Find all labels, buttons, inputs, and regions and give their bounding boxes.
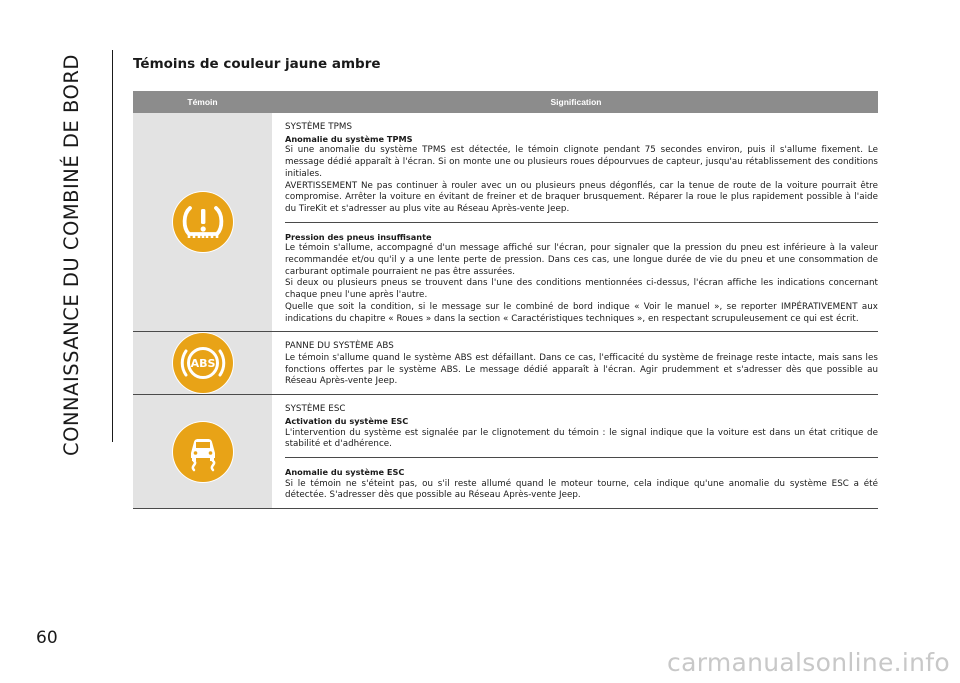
tpms-anomaly-block bbox=[285, 113, 878, 222]
tpms-pressure-block bbox=[285, 222, 878, 332]
watermark: carmanualsonline.info bbox=[667, 648, 950, 677]
header-temoin: Témoin bbox=[187, 97, 218, 107]
tpms-pressure-text: Le témoin s'allume, accompagné d'un message affiché sur l'écran, pour signaler que la pression du pneu est inférieure à la valeur recommandée et/ou qu'il y a une lente perte de pression. Dans ces cas, une longue durée de vie du pneu et une consommation de carburant optimale pourraient ne pas être assurées. bbox=[285, 243, 878, 277]
esc-anomaly-block bbox=[285, 457, 878, 508]
table-row-tpms bbox=[133, 113, 878, 332]
text-cell bbox=[272, 395, 878, 508]
tpms-anomaly-heading: Anomalie du système TPMS bbox=[285, 133, 413, 144]
table-header bbox=[133, 91, 878, 113]
section-title: Témoins de couleur jaune ambre bbox=[133, 56, 381, 72]
icon-cell bbox=[133, 332, 272, 394]
abs-text: Le témoin s'allume quand le système ABS est défaillant. Dans ce cas, l'efficacité du système de freinage reste intacte, mais sans les fonctions offertes par le système ABS. Le message dédié apparaît à l'écran. Agir prudemment et s'adresser dès que possible au Réseau Après-vente Jeep. bbox=[285, 352, 878, 387]
tpms-manual-text: Quelle que soit la condition, si le message sur le combiné de bord indique « Voir le manuel », se reporter IMPÉRATIVEMENT aux indications du chapitre « Roues » dans la section « Caractéristiques techniques », en respectant scrupuleusement ce qui est écrit. bbox=[285, 301, 878, 324]
icon-cell bbox=[133, 113, 272, 331]
warning-lights-table bbox=[133, 91, 878, 509]
table-row-esc bbox=[133, 395, 878, 509]
page-number: 60 bbox=[36, 628, 58, 648]
tpms-warning-text: AVERTISSEMENT Ne pas continuer à rouler avec un ou plusieurs pneus dégonflés, car la tenue de route de la voiture pourrait être compromise. Arrêter la voiture en évitant de freiner et de braquer brusquement. Réparer la roue le plus rapidement possible à l'aide du TireKit et s'adresser au plus vite au Réseau Après-vente Jeep. bbox=[285, 180, 878, 214]
esc-anomaly-heading: Anomalie du système ESC bbox=[285, 467, 405, 478]
tpms-warning-icon bbox=[172, 191, 234, 253]
esc-anomaly-text: Si le témoin ne s'éteint pas, ou s'il reste allumé quand le moteur tourne, cela indique qu'une anomalie du système ESC a été détectée. S'adresser dès que possible au Réseau Après-vente Jeep. bbox=[285, 478, 878, 501]
icon-cell bbox=[133, 395, 272, 508]
text-cell bbox=[272, 332, 878, 394]
esc-activation-text: L'intervention du système est signalée par le clignotement du témoin : le signal indique que la voiture est dans un état critique de stabilité et d'adhérence. bbox=[285, 427, 878, 450]
tpms-multiple-tires-text: Si deux ou plusieurs pneus se trouvent dans l'une des conditions mentionnées ci-dessus, l'écran affiche les indications concernant chaque pneu l'une après l'autre. bbox=[285, 278, 878, 301]
abs-warning-icon bbox=[172, 332, 234, 394]
chapter-rule bbox=[112, 50, 113, 442]
chapter-title: CONNAISSANCE DU COMBINÉ DE BORD bbox=[60, 54, 83, 456]
text-cell bbox=[272, 113, 878, 331]
abs-icon-text: ABS bbox=[190, 357, 215, 371]
esc-warning-icon bbox=[172, 421, 234, 483]
abs-title: PANNE DU SYSTÈME ABS bbox=[285, 341, 394, 352]
tpms-pressure-heading: Pression des pneus insuffisante bbox=[285, 231, 432, 242]
table-row-abs bbox=[133, 332, 878, 395]
header-signification: Signification bbox=[550, 97, 602, 107]
esc-title: SYSTÈME ESC bbox=[285, 404, 346, 415]
esc-activation-heading: Activation du système ESC bbox=[285, 415, 409, 426]
tpms-anomaly-text: Si une anomalie du système TPMS est détectée, le témoin clignote pendant 75 secondes environ, puis il s'allume fixement. Le message dédié apparaît à l'écran. Si on monte une ou plusieurs roues dépourvues de capteur, jusqu'au rétablissement des conditions initiales. bbox=[285, 145, 878, 179]
tpms-system-label: SYSTÈME TPMS bbox=[285, 122, 353, 132]
esc-activation-block bbox=[285, 395, 878, 457]
abs-block bbox=[285, 332, 878, 394]
